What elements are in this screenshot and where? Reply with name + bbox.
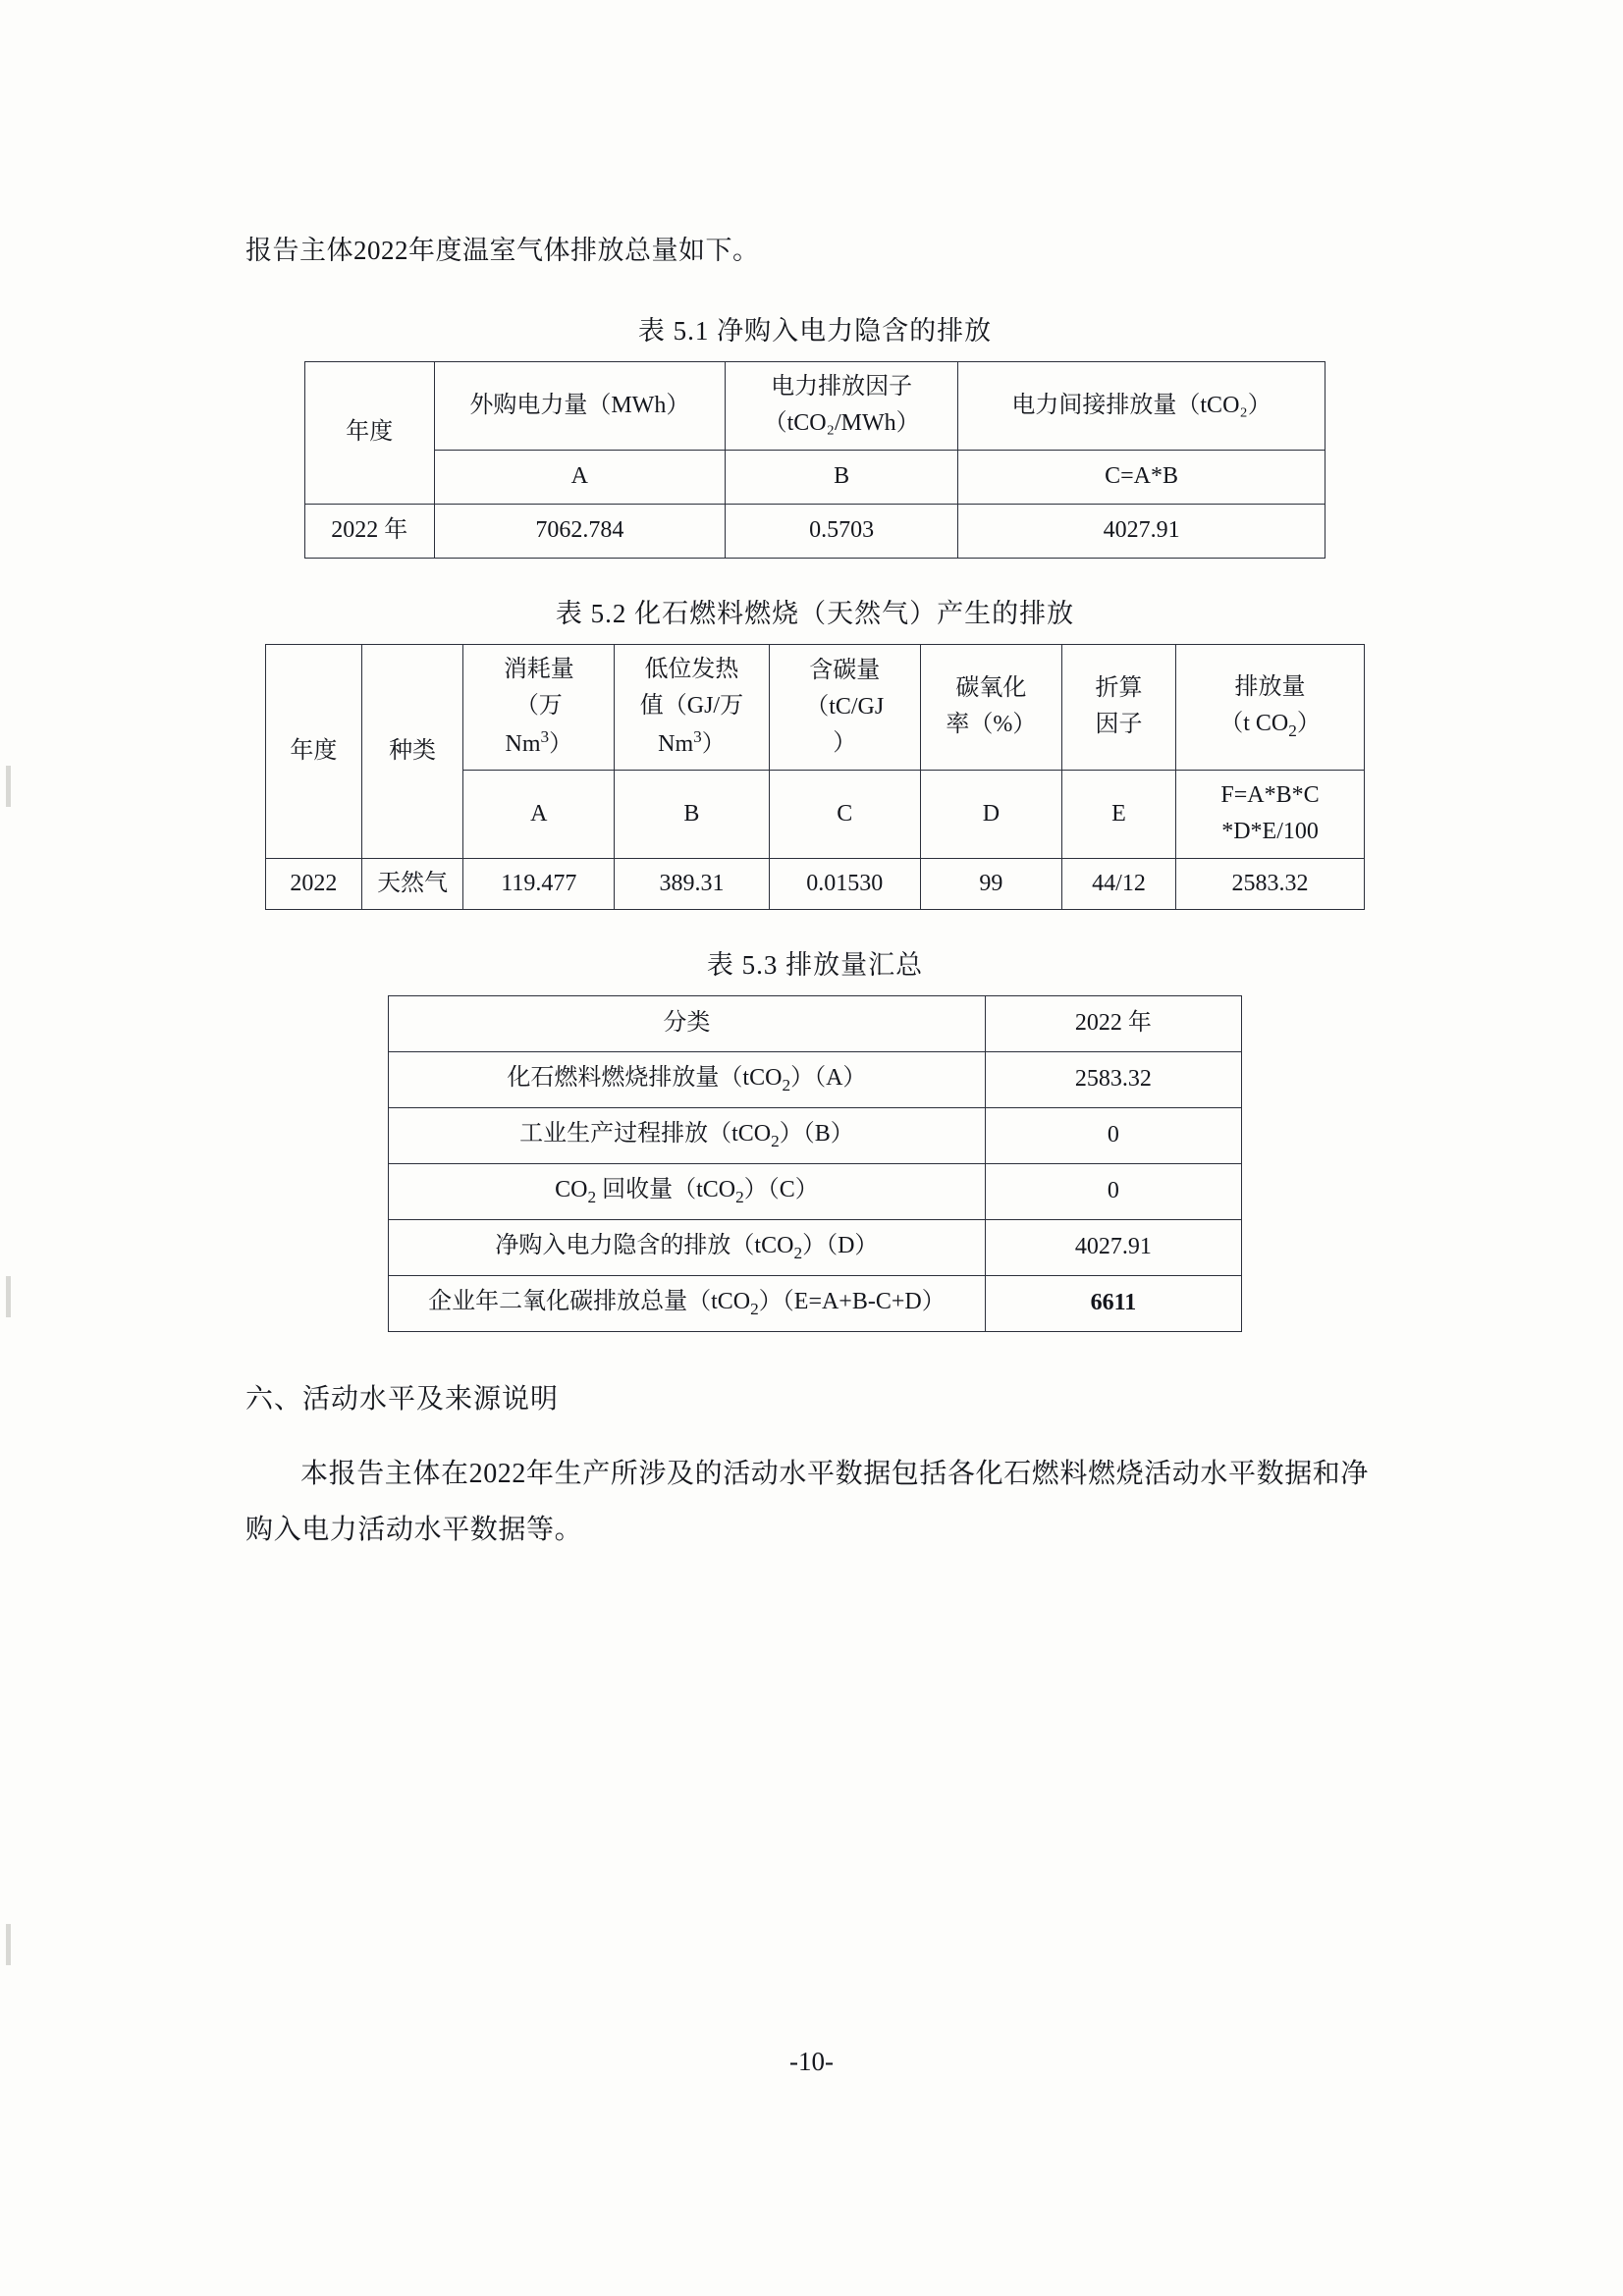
header-emission: 排放量 （t $CO_2$） — [1176, 644, 1365, 771]
cell-year: 2022 — [266, 858, 362, 909]
symbol-b: B — [615, 771, 769, 858]
table-5-2 — [265, 644, 1365, 910]
cell-category: 工业生产过程排放（tCO$_2$）（B） — [389, 1107, 986, 1163]
cell-category: 企业年二氧化碳排放总量（tCO$_2$）（E=A+B-C+D） — [389, 1275, 986, 1331]
symbol-a: A — [434, 450, 726, 504]
section-paragraph: 本报告主体在2022年生产所涉及的活动水平数据包括各化石燃料燃烧活动水平数据和净购入电力活动水平数据等。 — [245, 1458, 1370, 1546]
symbol-b: B — [726, 450, 958, 504]
cell-d: 99 — [920, 858, 1061, 909]
cell-e: 44/12 — [1061, 858, 1175, 909]
symbol-c: C=A*B — [958, 450, 1325, 504]
table-5-1 — [304, 361, 1325, 558]
header-heat-value: 低位发热 值（GJ/万 Nm$^3$） — [615, 644, 769, 771]
header-emission-factor — [726, 362, 958, 450]
cell-c: 0.01530 — [769, 858, 920, 909]
table-row — [389, 995, 1242, 1051]
header-category: 分类 — [389, 995, 986, 1051]
cell-a: 7062.784 — [434, 504, 726, 558]
header-kind: 种类 — [361, 644, 463, 858]
cell-c: 4027.91 — [958, 504, 1325, 558]
cell-kind: 天然气 — [361, 858, 463, 909]
table-row — [305, 450, 1325, 504]
table-row — [389, 1107, 1242, 1163]
symbol-a: A — [463, 771, 615, 858]
page-number: -10- — [789, 2047, 834, 2076]
cell-category: 净购入电力隐含的排放（tCO$_2$）（D） — [389, 1219, 986, 1275]
cell-value: 2583.32 — [985, 1051, 1241, 1107]
symbol-d: D — [920, 771, 1061, 858]
cell-f: 2583.32 — [1176, 858, 1365, 909]
cell-category: $CO_2$ 回收量（tCO$_2$）（C） — [389, 1163, 986, 1219]
cell-a: 119.477 — [463, 858, 615, 909]
cell-b: 0.5703 — [726, 504, 958, 558]
header-year: 年度 — [266, 644, 362, 858]
header-carbon-content: 含碳量 （tC/GJ ） — [769, 644, 920, 771]
header-year: 年度 — [305, 362, 435, 504]
header-consumption: 消耗量 （万 Nm$^3$） — [463, 644, 615, 771]
table-5-3 — [388, 995, 1242, 1332]
header-emission-factor-line1: 电力排放因子 — [771, 374, 913, 400]
header-oxidation-rate: 碳氧化 率（%） — [920, 644, 1061, 771]
table-5-2-caption: 表 5.2 化石燃料燃烧（天然气）产生的排放 — [555, 598, 1075, 628]
table-row — [389, 1219, 1242, 1275]
scan-edge-mark — [6, 1276, 11, 1317]
symbol-c: C — [769, 771, 920, 858]
cell-value: 0 — [985, 1163, 1241, 1219]
symbol-e: E — [1061, 771, 1175, 858]
table-row — [305, 362, 1325, 450]
table-5-3-caption: 表 5.3 排放量汇总 — [706, 949, 924, 980]
table-row — [266, 644, 1365, 771]
scan-edge-mark — [6, 1924, 11, 1965]
header-indirect-emission: 电力间接排放量（tCO₂） — [958, 362, 1325, 450]
page-content — [245, 226, 1384, 1559]
scan-edge-mark — [6, 766, 11, 807]
table-row — [266, 858, 1365, 909]
header-conversion-factor: 折算 因子 — [1061, 644, 1175, 771]
table-row — [389, 1051, 1242, 1107]
header-emission-factor-line2: （tCO₂/MWh） — [763, 410, 920, 437]
intro-paragraph: 报告主体2022年度温室气体排放总量如下。 — [245, 236, 760, 265]
symbol-f: F=A*B*C *D*E/100 — [1176, 771, 1365, 858]
table-row — [305, 504, 1325, 558]
header-year: 2022 年 — [985, 995, 1241, 1051]
cell-b: 389.31 — [615, 858, 769, 909]
header-purchased-electricity: 外购电力量（MWh） — [434, 362, 726, 450]
table-row — [389, 1275, 1242, 1331]
cell-year: 2022 年 — [305, 504, 435, 558]
section-heading: 六、活动水平及来源说明 — [245, 1383, 560, 1415]
cell-category: 化石燃料燃烧排放量（tCO$_2$）（A） — [389, 1051, 986, 1107]
table-5-1-caption: 表 5.1 净购入电力隐含的排放 — [637, 316, 993, 347]
table-row — [389, 1163, 1242, 1219]
cell-value-total: 6611 — [985, 1275, 1241, 1331]
cell-value: 0 — [985, 1107, 1241, 1163]
cell-value: 4027.91 — [985, 1219, 1241, 1275]
